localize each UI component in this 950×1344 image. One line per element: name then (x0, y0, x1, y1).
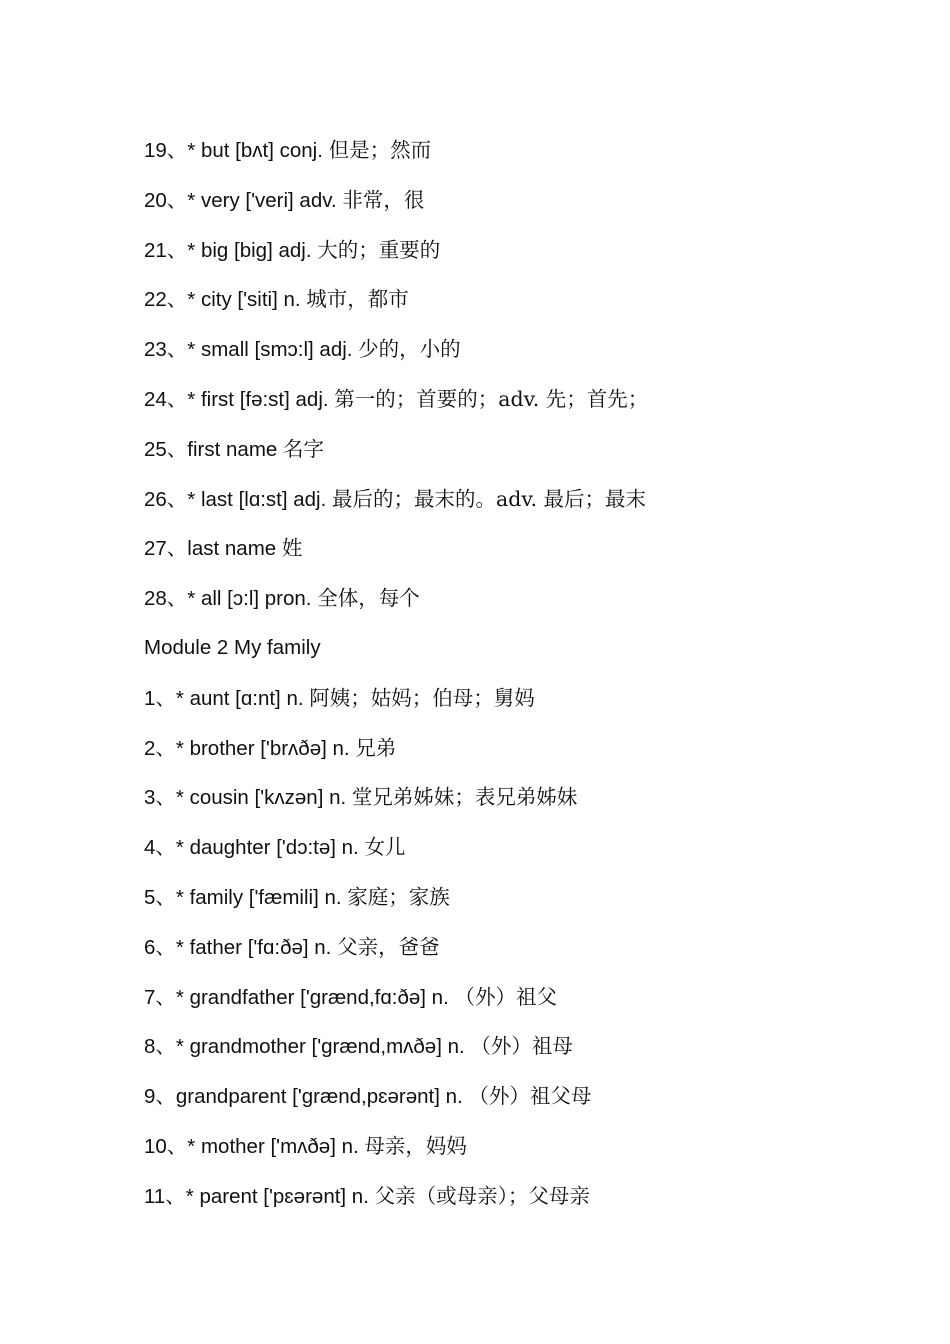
entry-meaning: 家庭；家族 (347, 884, 450, 909)
entry-text: 9、grandparent ['grænd,pɛərənt] n. (144, 1085, 469, 1109)
entry-meaning: 全体，每个 (317, 586, 420, 611)
entry-meaning: （外）祖母 (470, 1034, 573, 1059)
entry-text: 1、* aunt [ɑ:nt] n. (144, 686, 310, 710)
vocab-entry-8 (144, 1028, 924, 1078)
entry-meaning: 名字 (283, 436, 324, 461)
entry-text: 11、* parent ['pɛərənt] n. (144, 1184, 375, 1208)
entry-text: 3、* cousin ['kʌzən] n. (144, 786, 352, 810)
entry-text: 22、* city ['siti] n. (144, 288, 307, 312)
vocab-entry-25 (144, 431, 924, 481)
entry-meaning: 非常，很 (342, 187, 425, 212)
vocab-entry-1 (144, 680, 924, 730)
module-title: Module 2 My family (144, 635, 321, 659)
entry-text: 2、* brother ['brʌðə] n. (144, 736, 356, 760)
entry-meaning: 大的；重要的 (317, 237, 441, 262)
vocab-entry-2 (144, 730, 924, 780)
entry-meaning: 城市，都市 (306, 287, 409, 312)
vocab-entry-23 (144, 331, 924, 381)
entry-meaning: （外）祖父 (454, 984, 557, 1009)
entry-text: 5、* family ['fæmili] n. (144, 885, 348, 909)
entry-meaning: （外）祖父母 (468, 1084, 592, 1109)
vocab-entry-3 (144, 779, 924, 829)
entry-text: 6、* father ['fɑ:ðə] n. (144, 935, 338, 959)
vocab-entry-10 (144, 1128, 924, 1178)
entry-text: 4、* daughter ['dɔ:tə] n. (144, 836, 365, 860)
entry-meaning: 女儿 (364, 835, 406, 860)
entry-meaning: 阿姨；姑妈；伯母；舅妈 (309, 685, 535, 710)
entry-text: 21、* big [big] adj. (144, 238, 318, 262)
vocab-entry-9 (144, 1078, 924, 1128)
entry-meaning: 最后的；最末的。adv. 最后；最末 (332, 486, 647, 511)
entry-text: 24、* first [fə:st] adj. (144, 387, 335, 411)
entry-meaning: 堂兄弟姊妹；表兄弟姊妹 (351, 785, 578, 810)
vocab-entry-5 (144, 879, 924, 929)
entry-text: 8、* grandmother ['grænd,mʌðə] n. (144, 1035, 471, 1059)
vocab-entry-27 (144, 530, 924, 580)
entry-text: 25、first name (144, 437, 283, 461)
entry-meaning: 父亲，爸爸 (337, 934, 440, 959)
entry-meaning: 姓 (281, 536, 303, 561)
vocab-entry-7 (144, 979, 924, 1029)
entry-meaning: 母亲，妈妈 (364, 1133, 467, 1158)
entry-text: 28、* all [ɔ:l] pron. (144, 587, 318, 611)
entry-text: 23、* small [smɔ:l] adj. (144, 338, 359, 362)
vocab-entry-28 (144, 580, 924, 630)
entry-text: 20、* very ['veri] adv. (144, 188, 343, 212)
vocab-entry-19 (144, 132, 924, 182)
module-heading (144, 630, 924, 680)
vocab-entry-20 (144, 182, 924, 232)
entry-text: 27、last name (144, 537, 282, 561)
entry-meaning: 兄弟 (355, 735, 397, 760)
vocab-entry-24 (144, 381, 924, 431)
entry-meaning: 父亲（或母亲）；父母亲 (374, 1183, 590, 1208)
entry-text: 19、* but [bʌt] conj. (144, 139, 329, 162)
entry-meaning: 少的，小的 (358, 337, 461, 362)
vocab-entry-21 (144, 232, 924, 282)
vocab-entry-22 (144, 281, 924, 331)
vocab-entry-4 (144, 829, 924, 879)
vocab-entry-6 (144, 929, 924, 979)
entry-text: 26、* last [lɑ:st] adj. (144, 487, 333, 511)
entry-meaning: 但是；然而 (328, 138, 432, 162)
entry-text: 10、* mother ['mʌðə] n. (144, 1134, 365, 1158)
entry-text: 7、* grandfather ['grænd,fɑ:ðə] n. (144, 985, 455, 1009)
vocabulary-list (144, 132, 924, 1228)
vocab-entry-26 (144, 481, 924, 531)
vocab-entry-11 (144, 1178, 924, 1228)
entry-meaning: 第一的；首要的；adv. 先；首先； (334, 386, 649, 411)
